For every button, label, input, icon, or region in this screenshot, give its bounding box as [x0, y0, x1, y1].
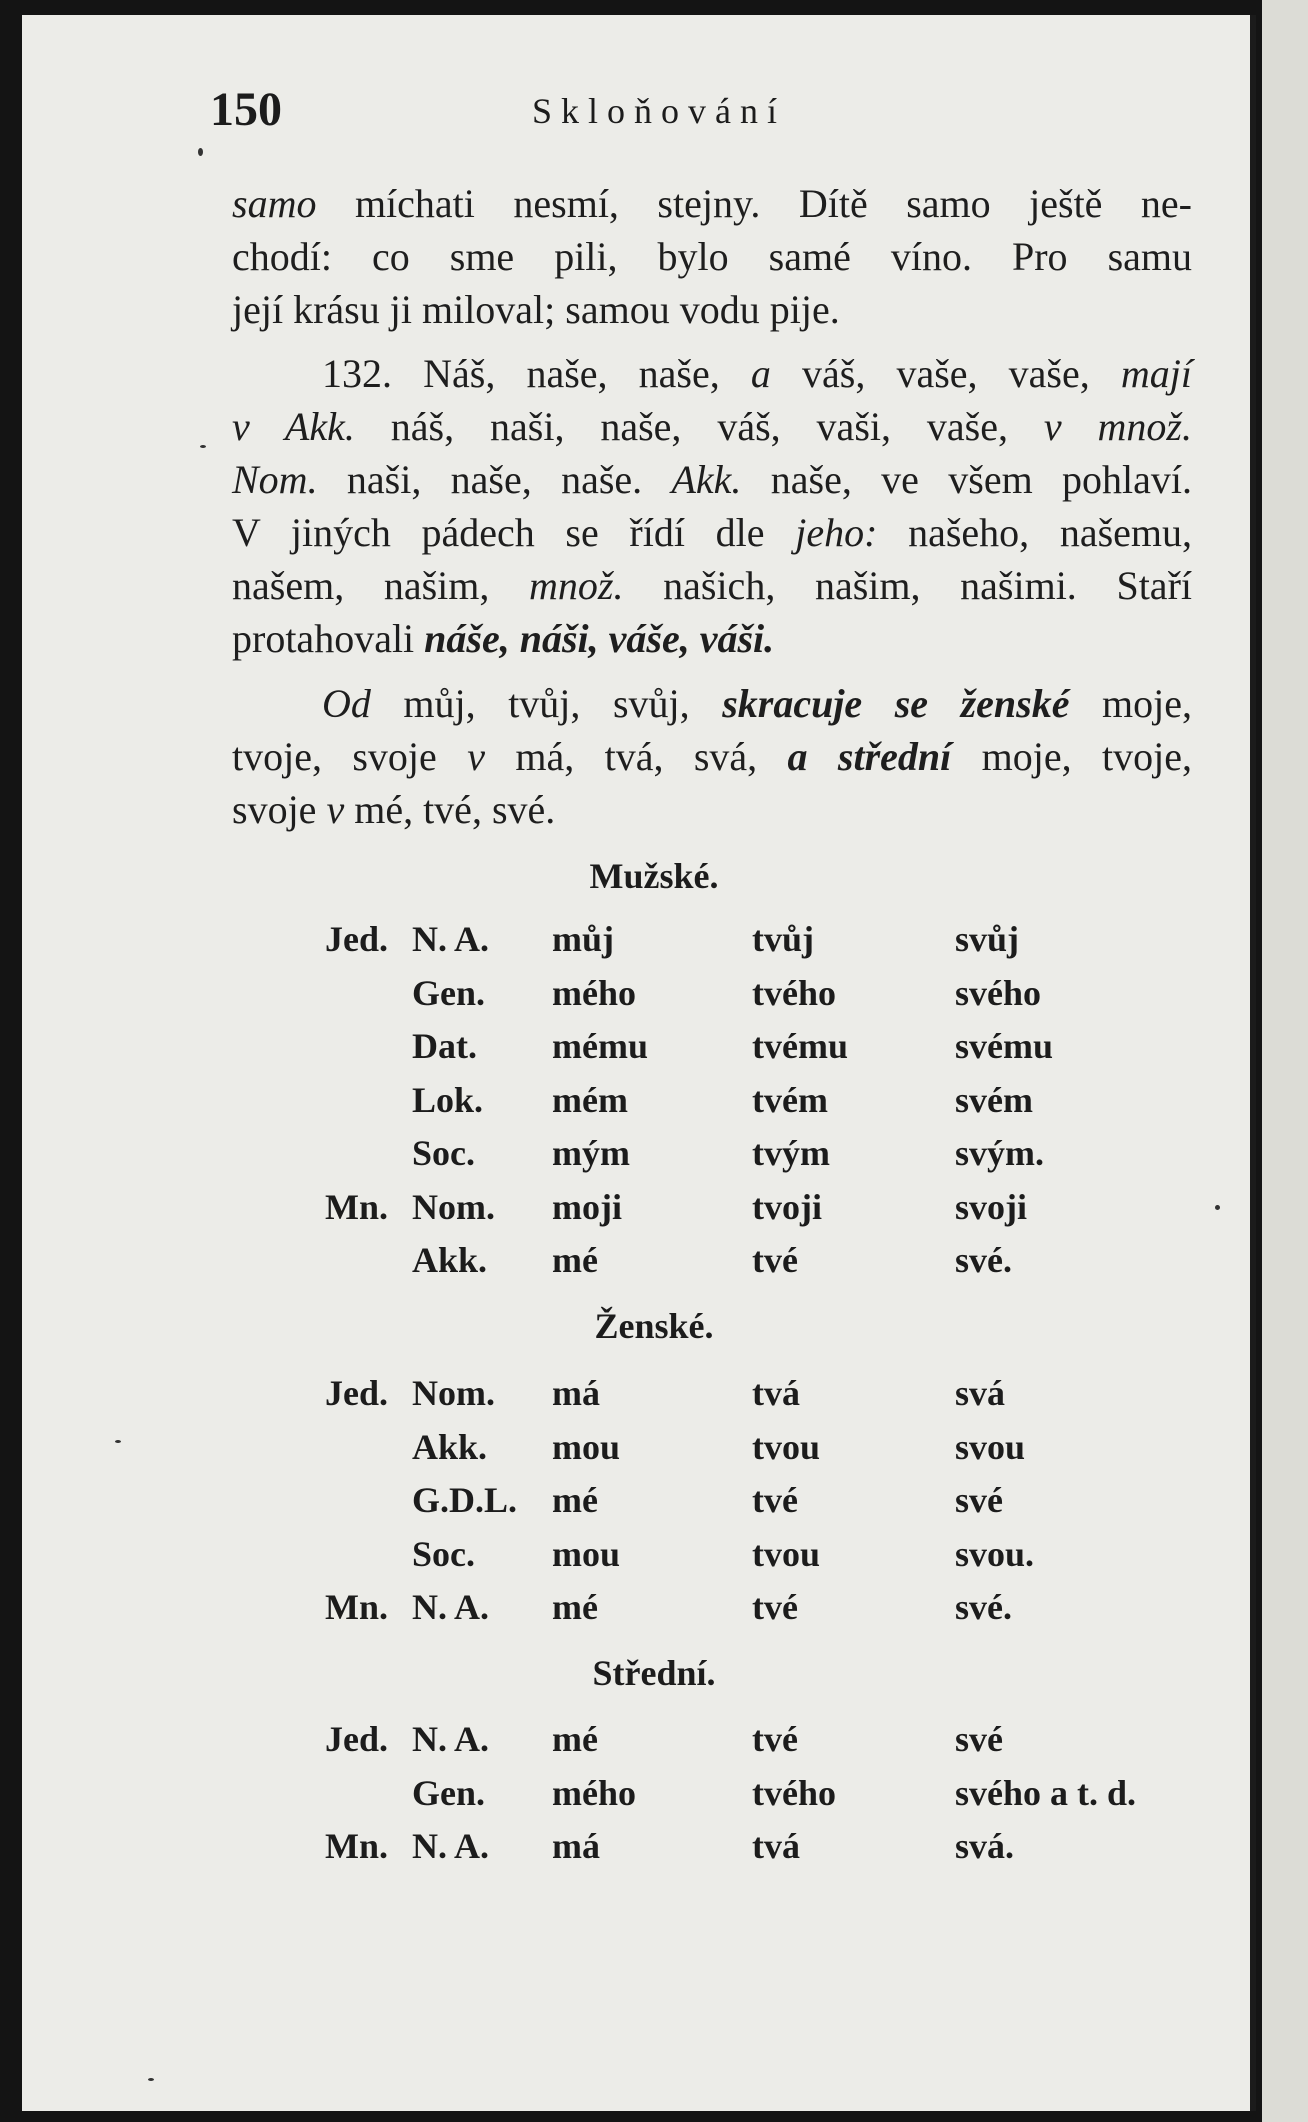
text-line: její krásu ji miloval; samou vodu pije. [232, 287, 840, 332]
my-form-cell: mém [552, 1079, 628, 1120]
your-form-cell: tvá [752, 1826, 800, 1866]
print-speck [200, 445, 206, 448]
case-cell: Nom. [412, 1186, 495, 1227]
text-line: tvoje, svoje v má, tvá, svá, a střední moje, tvoje, [232, 734, 1193, 779]
your-form-cell: tvé [752, 1240, 798, 1280]
own-form-cell: svou. [955, 1533, 1035, 1574]
my-form-cell: mé [552, 1240, 598, 1280]
your-form-cell: tvému [752, 1026, 848, 1066]
your-form-cell: tvého [752, 1772, 836, 1813]
own-form-cell: svého [955, 972, 1042, 1013]
my-form-cell: mému [552, 1026, 648, 1066]
case-cell: Akk. [412, 1426, 488, 1467]
my-form-cell: moji [552, 1186, 622, 1227]
case-cell: Gen. [412, 1772, 486, 1813]
your-form-cell: tvou [752, 1426, 821, 1467]
print-speck [1215, 1205, 1220, 1210]
your-form-cell: tvé [752, 1719, 798, 1759]
your-form-cell: tvého [752, 972, 836, 1013]
case-cell: N. A. [412, 1587, 490, 1627]
your-form-cell: tvé [752, 1480, 798, 1520]
number-cell: Jed. [325, 1719, 388, 1759]
own-form-cell: svá [955, 1373, 1006, 1413]
case-cell: N. A. [412, 1826, 490, 1866]
text-line: Nom. naši, naše, naše. Akk. naše, ve všem pohlaví. [232, 457, 1192, 502]
my-form-cell: mé [552, 1719, 598, 1759]
page-number: 150 [210, 83, 282, 136]
my-form-cell: můj [552, 919, 614, 959]
text-line: svoje v mé, tvé, své. [232, 787, 556, 832]
text-line: protahovali náše, náši, váše, váši. [232, 616, 775, 661]
print-speck [198, 148, 203, 156]
own-form-cell: své [955, 1719, 1003, 1759]
my-form-cell: má [552, 1826, 600, 1866]
number-cell: Mn. [325, 1186, 388, 1227]
your-form-cell: tvou [752, 1533, 821, 1574]
own-form-cell: svůj [955, 919, 1020, 959]
case-cell: Soc. [412, 1133, 475, 1173]
own-form-cell: svá. [955, 1826, 1015, 1866]
own-form-cell: svým. [955, 1133, 1044, 1173]
case-cell: G.D.L. [412, 1480, 518, 1520]
case-cell: N. A. [412, 1719, 490, 1759]
my-form-cell: má [552, 1373, 600, 1413]
number-cell: Mn. [325, 1587, 388, 1627]
own-form-cell: svou [955, 1426, 1026, 1467]
text-line: našem, našim, množ. našich, našim, našimi. Staří [232, 563, 1192, 608]
your-form-cell: tvým [752, 1133, 830, 1173]
case-cell: Lok. [412, 1079, 484, 1120]
my-form-cell: mého [552, 972, 636, 1013]
number-cell: Mn. [325, 1826, 388, 1866]
own-form-cell: své [955, 1480, 1003, 1520]
case-cell: Akk. [412, 1240, 488, 1280]
text-line: chodí: co sme pili, bylo samé víno. Pro samu [232, 234, 1192, 279]
case-cell: Gen. [412, 972, 486, 1013]
adjacent-page-edge [1262, 0, 1308, 2122]
text-line: V jiných pádech se řídí dle jeho: našeho, našemu, [232, 510, 1193, 555]
table-heading-masculine: Mužské. [589, 856, 719, 896]
own-form-cell: své. [955, 1587, 1012, 1627]
my-form-cell: mou [552, 1533, 621, 1574]
text-line: 132. Náš, naše, naše, a váš, vaše, vaše, mají [322, 351, 1193, 396]
your-form-cell: tvůj [752, 919, 814, 959]
own-form-cell: svém [955, 1079, 1033, 1120]
my-form-cell: mého [552, 1772, 636, 1813]
own-form-cell: svému [955, 1026, 1053, 1066]
your-form-cell: tvé [752, 1587, 798, 1627]
my-form-cell: mým [552, 1133, 630, 1173]
my-form-cell: mé [552, 1480, 598, 1520]
your-form-cell: tvá [752, 1373, 800, 1413]
my-form-cell: mou [552, 1426, 621, 1467]
number-cell: Jed. [325, 919, 388, 959]
own-form-cell: svého a t. d. [955, 1772, 1137, 1813]
case-cell: Nom. [412, 1373, 495, 1413]
my-form-cell: mé [552, 1587, 598, 1627]
number-cell: Jed. [325, 1373, 388, 1413]
print-speck [148, 2078, 154, 2081]
case-cell: N. A. [412, 919, 490, 959]
case-cell: Dat. [412, 1026, 477, 1066]
case-cell: Soc. [412, 1533, 475, 1574]
print-speck [115, 1440, 121, 1443]
table-heading-feminine: Ženské. [594, 1306, 714, 1346]
running-title: Skloňování [531, 91, 786, 131]
text-line: samo míchati nesmí, stejny. Dítě samo ještě ne- [232, 181, 1192, 226]
your-form-cell: tvém [752, 1079, 828, 1120]
table-heading-neuter: Střední. [592, 1653, 716, 1693]
text-line: Od můj, tvůj, svůj, skracuje se ženské moje, [322, 681, 1193, 726]
own-form-cell: své. [955, 1240, 1012, 1280]
own-form-cell: svoji [955, 1186, 1027, 1227]
text-line: v Akk. náš, naši, naše, váš, vaši, vaše, v množ. [232, 404, 1193, 449]
your-form-cell: tvoji [752, 1186, 822, 1227]
